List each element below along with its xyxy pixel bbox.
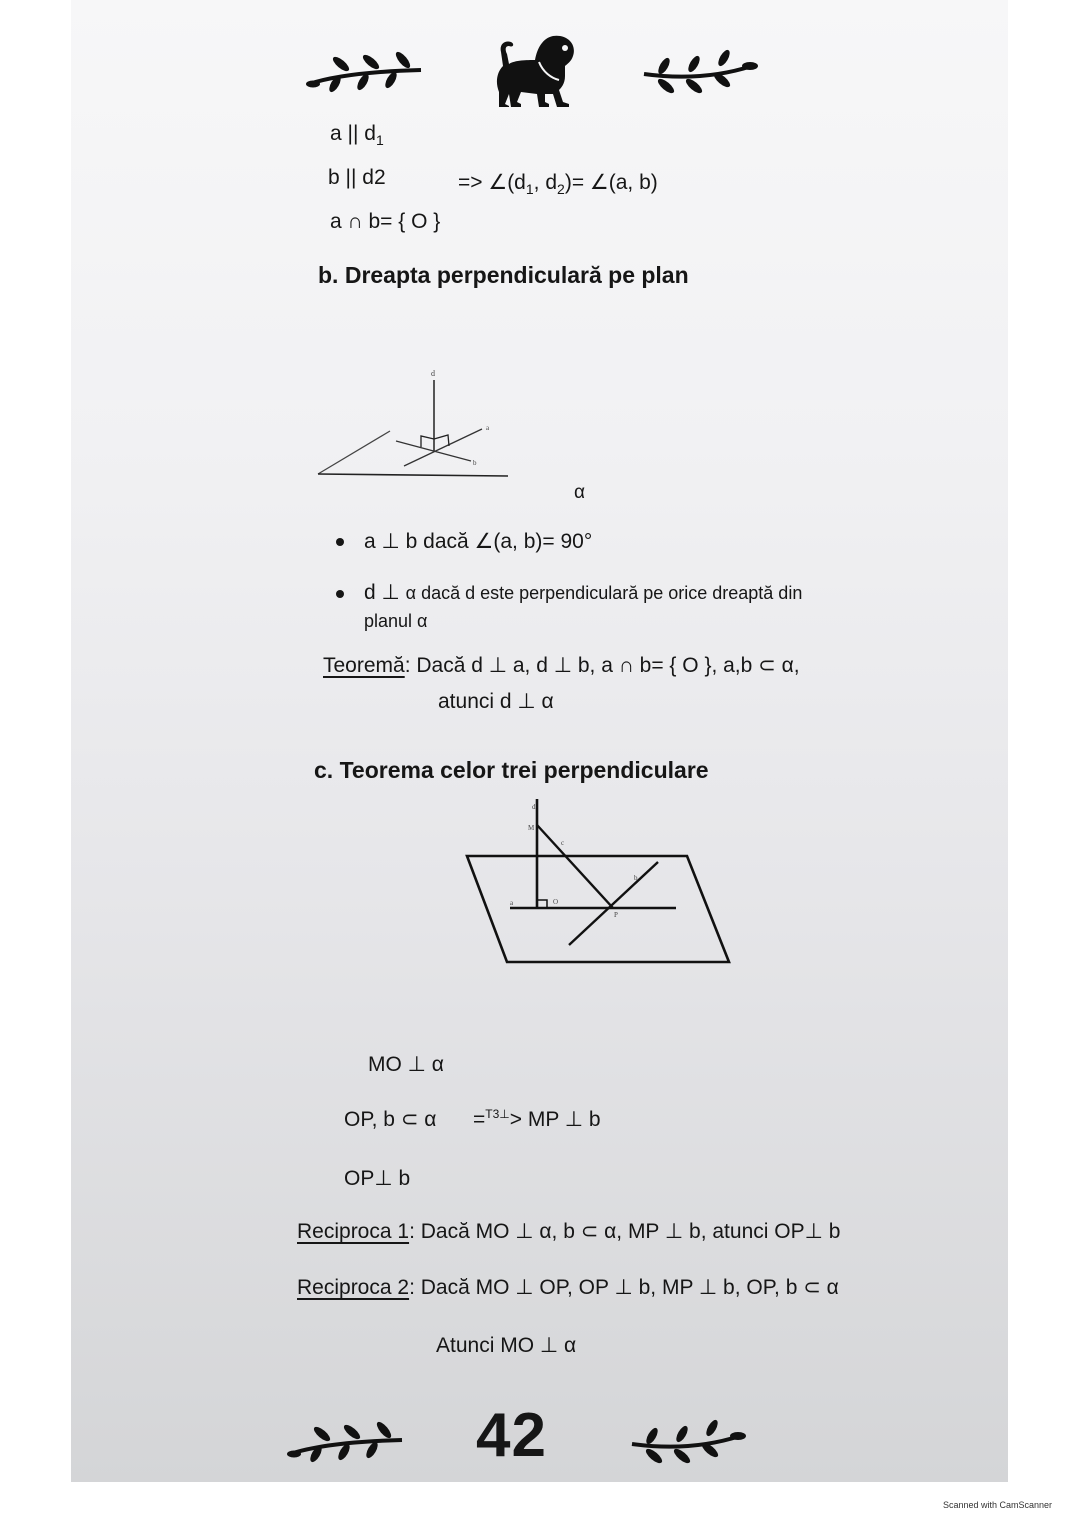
label-P: P — [614, 911, 618, 919]
laurel-branch-right-icon — [630, 1422, 748, 1464]
section-c-title: c. Teorema celor trei perpendiculare — [314, 757, 709, 783]
label-O: O — [553, 898, 559, 906]
reciproca-2-label: Reciproca 2 — [297, 1276, 410, 1299]
theorem-statement: Teoremă: Dacă d ⊥ a, d ⊥ b, a ∩ b= { O }, a,b ⊂ α, — [323, 654, 800, 677]
figure-three-perpendiculars — [460, 795, 740, 975]
label-c: c — [561, 839, 565, 847]
statement-intersection: a ∩ b= { O } — [330, 210, 441, 233]
reciproca-2: Reciproca 2: Dacă MO ⊥ OP, OP ⊥ b, MP ⊥ b, OP, b ⊂ α — [297, 1276, 839, 1299]
statement-b-parallel-d2: b || d2 — [328, 166, 386, 189]
laurel-branch-left-icon — [286, 1420, 406, 1460]
bullet-icon — [336, 590, 344, 598]
three-perpendiculars-implication: =$^{T3\perp}$> MP ⊥ b — [473, 1107, 601, 1131]
reciproca-1-label: Reciproca 1 — [297, 1220, 410, 1243]
reciproca-1: Reciproca 1: Dacă MO ⊥ α, b ⊂ α, MP ⊥ b, atunci OP⊥ b — [297, 1220, 841, 1243]
angle-conclusion: => $\angle(d_1$, $d_2)=$ ∠(a, b) — [458, 171, 658, 198]
statement-a-parallel-d1: a || $d_1$ — [330, 122, 384, 149]
label-M: M — [528, 824, 535, 832]
laurel-branch-right-icon — [642, 52, 760, 94]
statement-mo-perp-alpha: MO ⊥ α — [368, 1053, 444, 1076]
page-number: 42 — [476, 1401, 547, 1470]
bullet-perpendicular-lines: a ⊥ b dacă ∠(a, b)= 90° — [364, 530, 593, 553]
scanner-watermark: Scanned with CamScanner — [943, 1500, 1053, 1510]
label-d: d — [532, 803, 536, 811]
label-a: a — [486, 424, 490, 432]
figure-line-perpendicular-plane — [300, 350, 620, 510]
label-a: a — [510, 899, 514, 907]
bullet-icon — [336, 538, 344, 546]
plane-label-alpha: α — [574, 482, 585, 503]
statement-op-b-in-alpha: OP, b ⊂ α — [344, 1108, 437, 1131]
reciproca-2-conclusion: Atunci MO ⊥ α — [436, 1334, 577, 1357]
laurel-branch-left-icon — [305, 50, 425, 90]
section-b-title: b. Dreapta perpendiculară pe plan — [318, 262, 689, 288]
bullet-perpendicular-plane-continued: planul α — [364, 611, 428, 631]
lion-icon — [493, 32, 579, 108]
label-d: d — [431, 369, 435, 378]
label-b: b — [473, 459, 477, 467]
scanned-page — [71, 0, 1008, 1482]
label-b: b — [634, 874, 638, 882]
bullet-perpendicular-plane: d ⊥ α dacă d este perpendiculară pe orice dreaptă din — [364, 581, 803, 604]
theorem-conclusion: atunci d ⊥ α — [438, 690, 554, 713]
statement-op-perp-b: OP⊥ b — [344, 1167, 411, 1190]
theorem-label: Teoremă — [323, 654, 405, 677]
